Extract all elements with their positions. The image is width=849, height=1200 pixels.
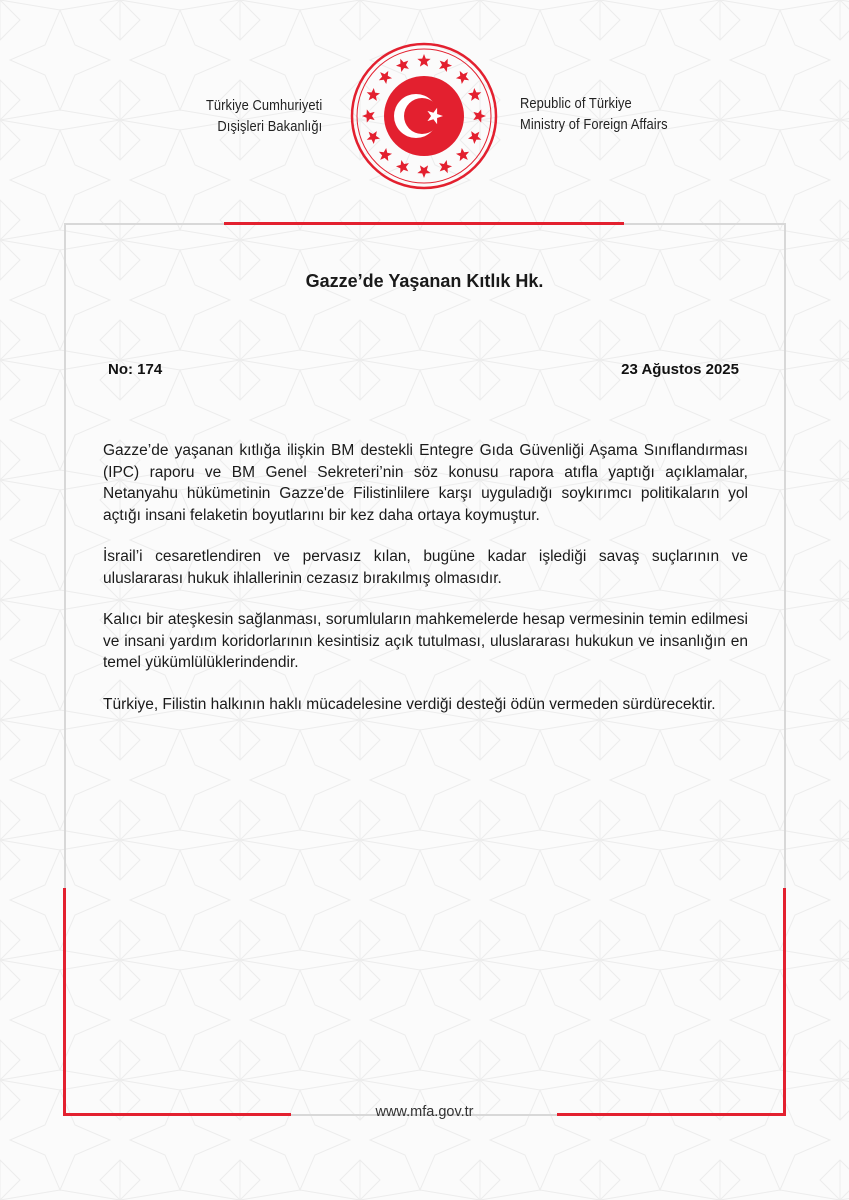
seal-star-icon xyxy=(379,71,392,84)
paragraph: Gazze’de yaşanan kıtlığa ilişkin BM destekli Entegre Gıda Güvenliği Aşama Sınıflandırması (IPC) raporu ve BM Genel Sekreteri’nin söz konusu rapora atıfla yaptığı açıklamalar, Netanyahu hükümetinin Gazze'de Filistinlilere karşı uyguladığı soykırımcı politikaların yol açtığı insani felaketin boyutlarını bir kez daha ortaya koymuştur. xyxy=(103,442,748,524)
footer-website-link[interactable]: www.mfa.gov.tr xyxy=(375,1104,474,1120)
frame-top-right xyxy=(624,223,786,225)
seal-star-icon xyxy=(456,148,469,161)
document-date: 23 Ağustos 2025 xyxy=(621,361,739,378)
seal-star-icon xyxy=(362,109,375,122)
ministry-name-english xyxy=(520,93,668,135)
seal-star-icon xyxy=(379,148,392,161)
document-body xyxy=(103,440,748,735)
seal-star-icon xyxy=(439,160,452,173)
frame-left-upper xyxy=(64,223,66,888)
seal-star-icon xyxy=(396,160,409,173)
seal-star-icon xyxy=(468,131,481,144)
seal-star-icon xyxy=(417,165,430,178)
ministry-name-english-line2: Ministry of Foreign Affairs xyxy=(520,116,668,133)
paragraph: Kalıcı bir ateşkesin sağlanması, sorumluların mahkemelerde hesap vermesinin temin edilmesi ve insani yardım koridorlarının kesintisiz açık tutulması, uluslararası hukukun ve insanlığın en temel yükümlülüklerindendir. xyxy=(103,611,748,671)
seal-star-icon xyxy=(473,109,486,122)
seal-star-icon xyxy=(439,59,452,72)
frame-top-left xyxy=(64,223,224,225)
turkish-star-crescent-seal-icon xyxy=(350,42,498,190)
seal-star-icon xyxy=(417,54,430,67)
ministry-name-turkish-line1: Türkiye Cumhuriyeti xyxy=(205,97,322,114)
frame-left-accent xyxy=(63,888,66,1116)
seal-star-icon xyxy=(396,59,409,72)
document-title: Gazze’de Yaşanan Kıtlık Hk. xyxy=(305,271,544,291)
frame-top-accent xyxy=(224,222,624,225)
ministry-name-turkish-line2: Dışişleri Bakanlığı xyxy=(217,118,322,135)
paragraph: İsrail’i cesaretlendiren ve pervasız kılan, bugüne kadar işlediği savaş suçlarının ve uluslararası hukuk ihlallerinin cezasız bırakılmış olmasıdır. xyxy=(103,548,748,587)
ministry-name-turkish xyxy=(206,95,322,137)
ministry-name-english-line1: Republic of Türkiye xyxy=(520,95,632,112)
seal-star-icon xyxy=(367,131,380,144)
seal-star-icon xyxy=(468,88,481,101)
document-number: No: 174 xyxy=(108,361,163,378)
seal-star-icon xyxy=(456,71,469,84)
frame-right-accent xyxy=(783,888,786,1116)
frame-right-upper xyxy=(784,223,786,888)
paragraph: Türkiye, Filistin halkının haklı mücadelesine verdiği desteği ödün vermeden sürdürecektir. xyxy=(103,695,716,713)
seal-star-icon xyxy=(367,88,380,101)
